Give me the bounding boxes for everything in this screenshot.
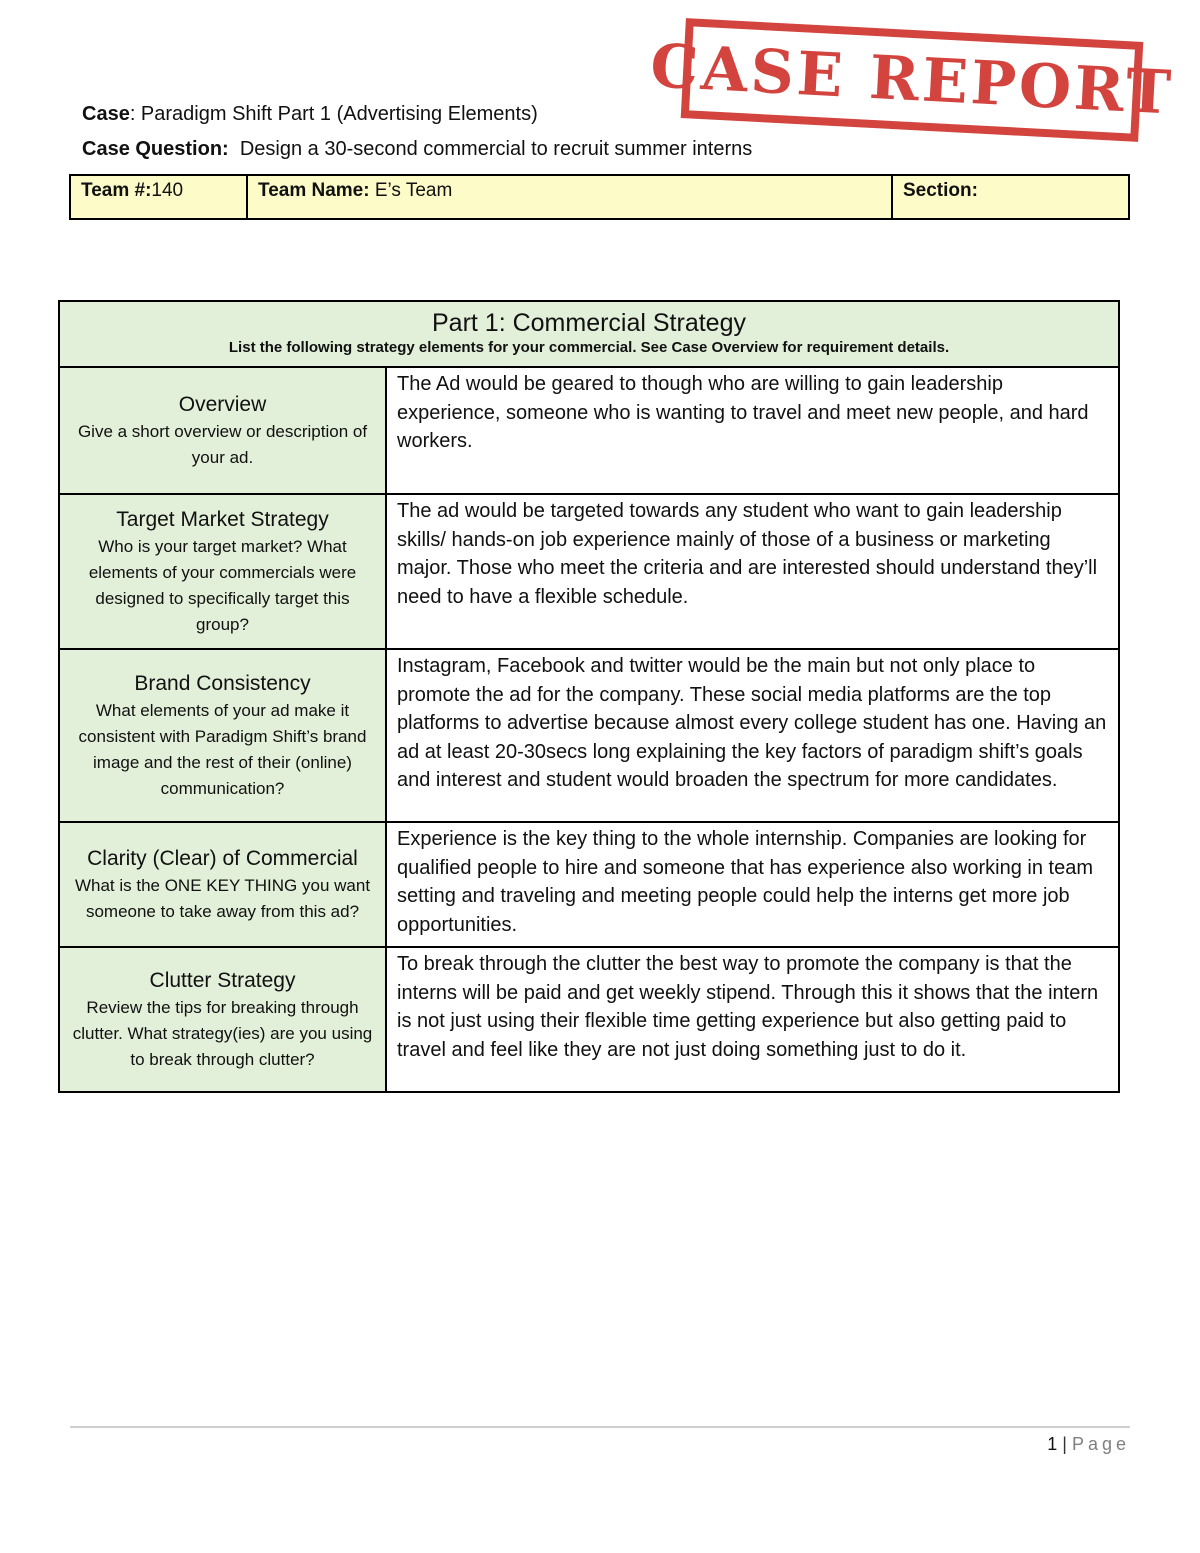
row-label-cell <box>59 649 386 822</box>
page-number <box>1047 1434 1130 1455</box>
case-line <box>82 101 538 127</box>
strategy-row-clarity <box>59 822 1119 947</box>
row-label-cell <box>59 367 386 494</box>
team-number-value: 140 <box>151 180 184 201</box>
footer-divider <box>70 1426 1130 1428</box>
strategy-row-brand-consistency <box>59 649 1119 822</box>
case-question-label: Case Question: <box>82 138 229 160</box>
team-name-value: E’s Team <box>374 180 453 201</box>
team-name-label: Team Name: <box>258 180 370 201</box>
section-label: Section: <box>903 180 978 201</box>
row-label: Brand Consistency <box>134 671 311 695</box>
strategy-title: Part 1: Commercial Strategy <box>432 309 746 337</box>
team-name-cell <box>247 175 892 219</box>
case-label: Case <box>82 103 130 125</box>
page-separator: | <box>1062 1434 1067 1454</box>
row-description: Who is your target market? What elements of your commercials were designed to specifically target this group? <box>88 536 357 634</box>
row-answer: Instagram, Facebook and twitter would be the main but not only place to promote the ad for the company. These social media platforms are the top platforms to advertise because almost every college student has one. Having an ad at least 20-30secs long explaining the key factors of paradigm shift’s goals and interest and student would broaden the spectrum for more candidates. <box>386 649 1119 822</box>
row-label-cell <box>59 947 386 1092</box>
commercial-strategy-table <box>58 300 1120 1093</box>
row-description: Give a short overview or description of your ad. <box>77 421 368 467</box>
row-answer: Experience is the key thing to the whole internship. Companies are looking for qualified people to hire and someone that has experience also working in team setting and traveling and meeting people could help the interns get more job opportunities. <box>386 822 1119 947</box>
case-question-line <box>82 136 752 162</box>
row-description: What is the ONE KEY THING you want someone to take away from this ad? <box>74 875 371 921</box>
row-label-cell <box>59 494 386 649</box>
case-value: : Paradigm Shift Part 1 (Advertising Elements) <box>129 103 538 125</box>
row-answer: The ad would be targeted towards any student who want to gain leadership skills/ hands-on job experience mainly of those of a business or marketing major. Those who meet the criteria and are interested should understand they’ll need to have a flexible schedule. <box>386 494 1119 649</box>
strategy-row-target-market <box>59 494 1119 649</box>
case-report-stamp <box>648 18 1176 142</box>
team-number-label: Team #: <box>81 180 152 201</box>
page-label: Page <box>1071 1434 1130 1454</box>
team-number-cell <box>70 175 247 219</box>
row-description: What elements of your ad make it consistent with Paradigm Shift’s brand image and the rest of their (online) communication? <box>78 700 367 798</box>
row-answer: The Ad would be geared to though who are willing to gain leadership experience, someone who is wanting to travel and meet new people, and hard workers. <box>386 367 1119 494</box>
row-label: Overview <box>178 392 267 416</box>
strategy-subtitle: List the following strategy elements for your commercial. See Case Overview for requirement details. <box>228 339 950 356</box>
row-label-cell <box>59 822 386 947</box>
case-question-value: Design a 30-second commercial to recruit summer interns <box>239 138 753 160</box>
row-label: Clarity (Clear) of Commercial <box>87 846 358 870</box>
row-description: Review the tips for breaking through clutter. What strategy(ies) are you using to break through clutter? <box>72 997 373 1069</box>
row-answer: To break through the clutter the best way to promote the company is that the interns will be paid and get weekly stipend. Through this it shows that the intern is not just using their flexible time getting experience but also getting paid to travel and feel like they are not just doing something just to do it. <box>386 947 1119 1092</box>
strategy-row-overview <box>59 367 1119 494</box>
page-number-value: 1 <box>1047 1434 1058 1454</box>
team-info-table <box>69 174 1130 220</box>
section-cell <box>892 175 1129 219</box>
row-label: Clutter Strategy <box>149 968 296 992</box>
stamp-text: CASE REPORT <box>648 31 1176 129</box>
strategy-row-clutter <box>59 947 1119 1092</box>
row-label: Target Market Strategy <box>116 507 329 531</box>
strategy-header <box>59 301 1119 367</box>
